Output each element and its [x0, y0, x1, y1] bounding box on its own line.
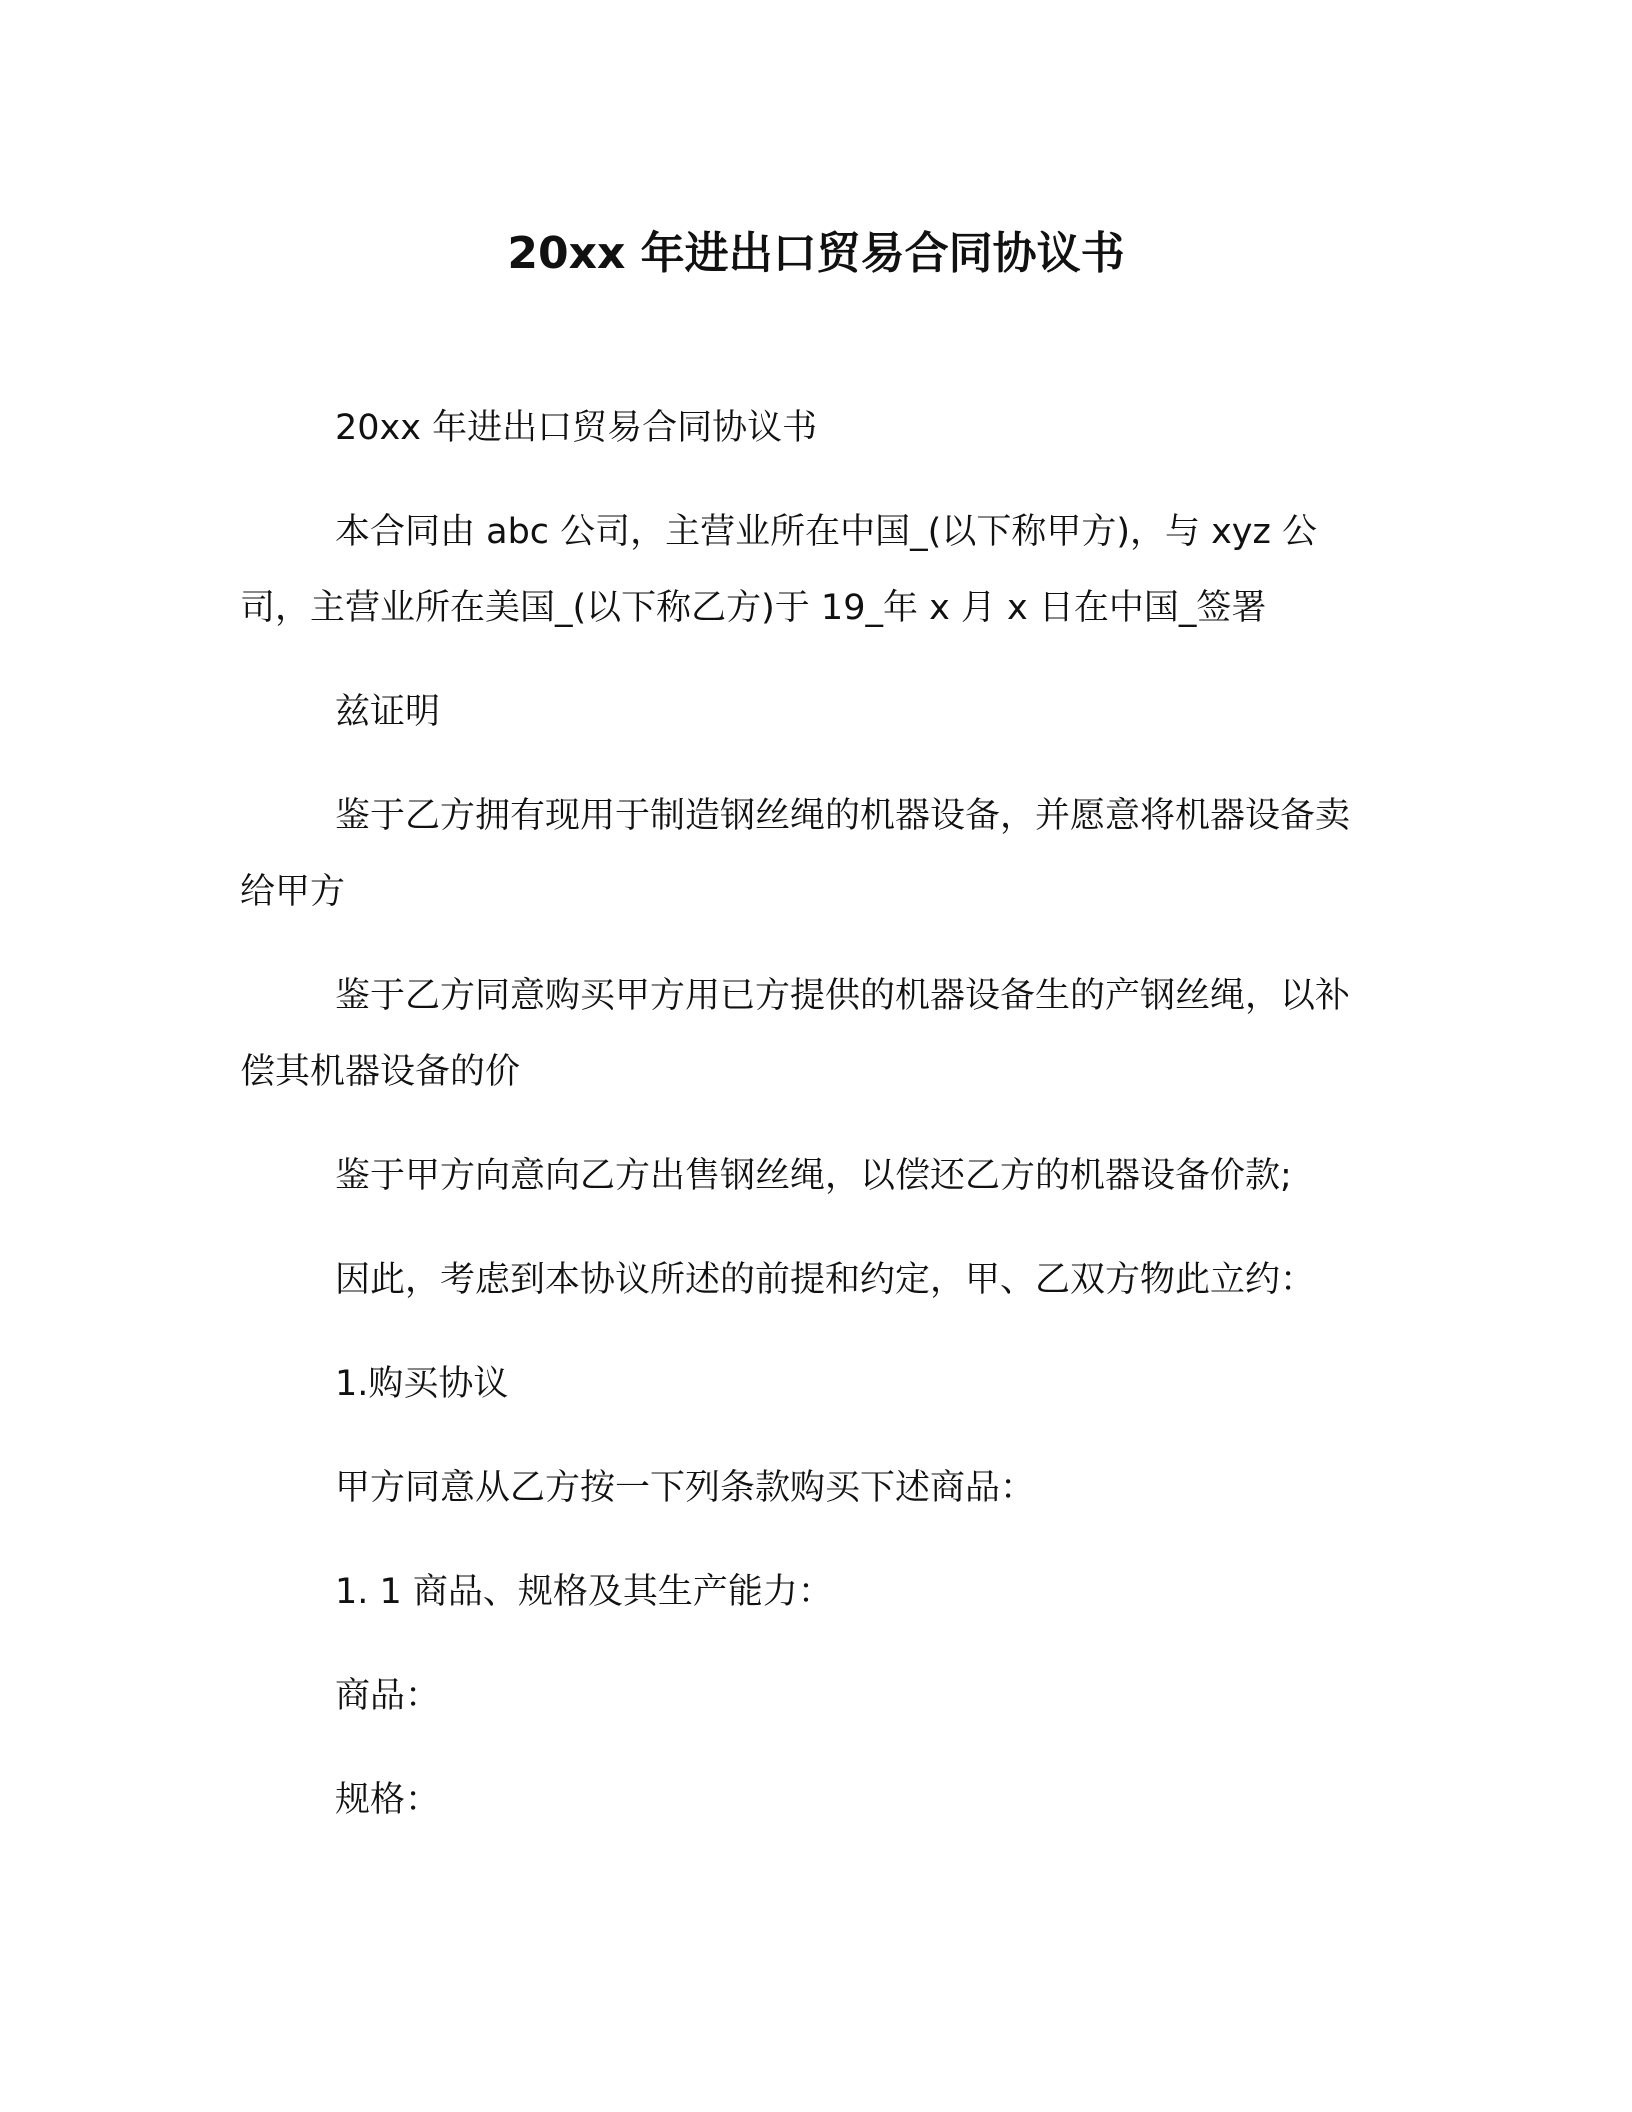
paragraph-subtitle: 20xx 年进出口贸易合同协议书	[335, 408, 818, 448]
paragraph-whereas-3: 鉴于甲方向意向乙方出售钢丝绳，以偿还乙方的机器设备价款;	[335, 1156, 1292, 1196]
paragraph-whereas-1: 鉴于乙方拥有现用于制造钢丝绳的机器设备，并愿意将机器设备卖给甲方	[240, 796, 1351, 912]
paragraph-parties: 本合同由 abc 公司，主营业所在中国_(以下称甲方)，与 xyz 公司，主营业所在美国_(以下称乙方)于 19_年 x 月 x 日在中国_签署	[240, 512, 1318, 628]
paragraph-therefore: 因此，考虑到本协议所述的前提和约定，甲、乙双方物此立约：	[335, 1260, 1316, 1300]
paragraph-whereas-2: 鉴于乙方同意购买甲方用已方提供的机器设备生的产钢丝绳，以补偿其机器设备的价	[240, 976, 1351, 1092]
document-title: 20xx 年进出口贸易合同协议书	[507, 228, 1125, 279]
section-heading-goods: 1. 1 商品、规格及其生产能力：	[335, 1572, 833, 1612]
paragraph-purchase-terms: 甲方同意从乙方按一下列条款购买下述商品：	[335, 1468, 1036, 1508]
paragraph-witness: 兹证明	[335, 692, 441, 732]
field-label-specification: 规格：	[335, 1780, 441, 1820]
field-label-goods: 商品：	[335, 1676, 441, 1716]
document-body	[240, 390, 1380, 1866]
section-heading-purchase: 1.购买协议	[335, 1364, 509, 1404]
